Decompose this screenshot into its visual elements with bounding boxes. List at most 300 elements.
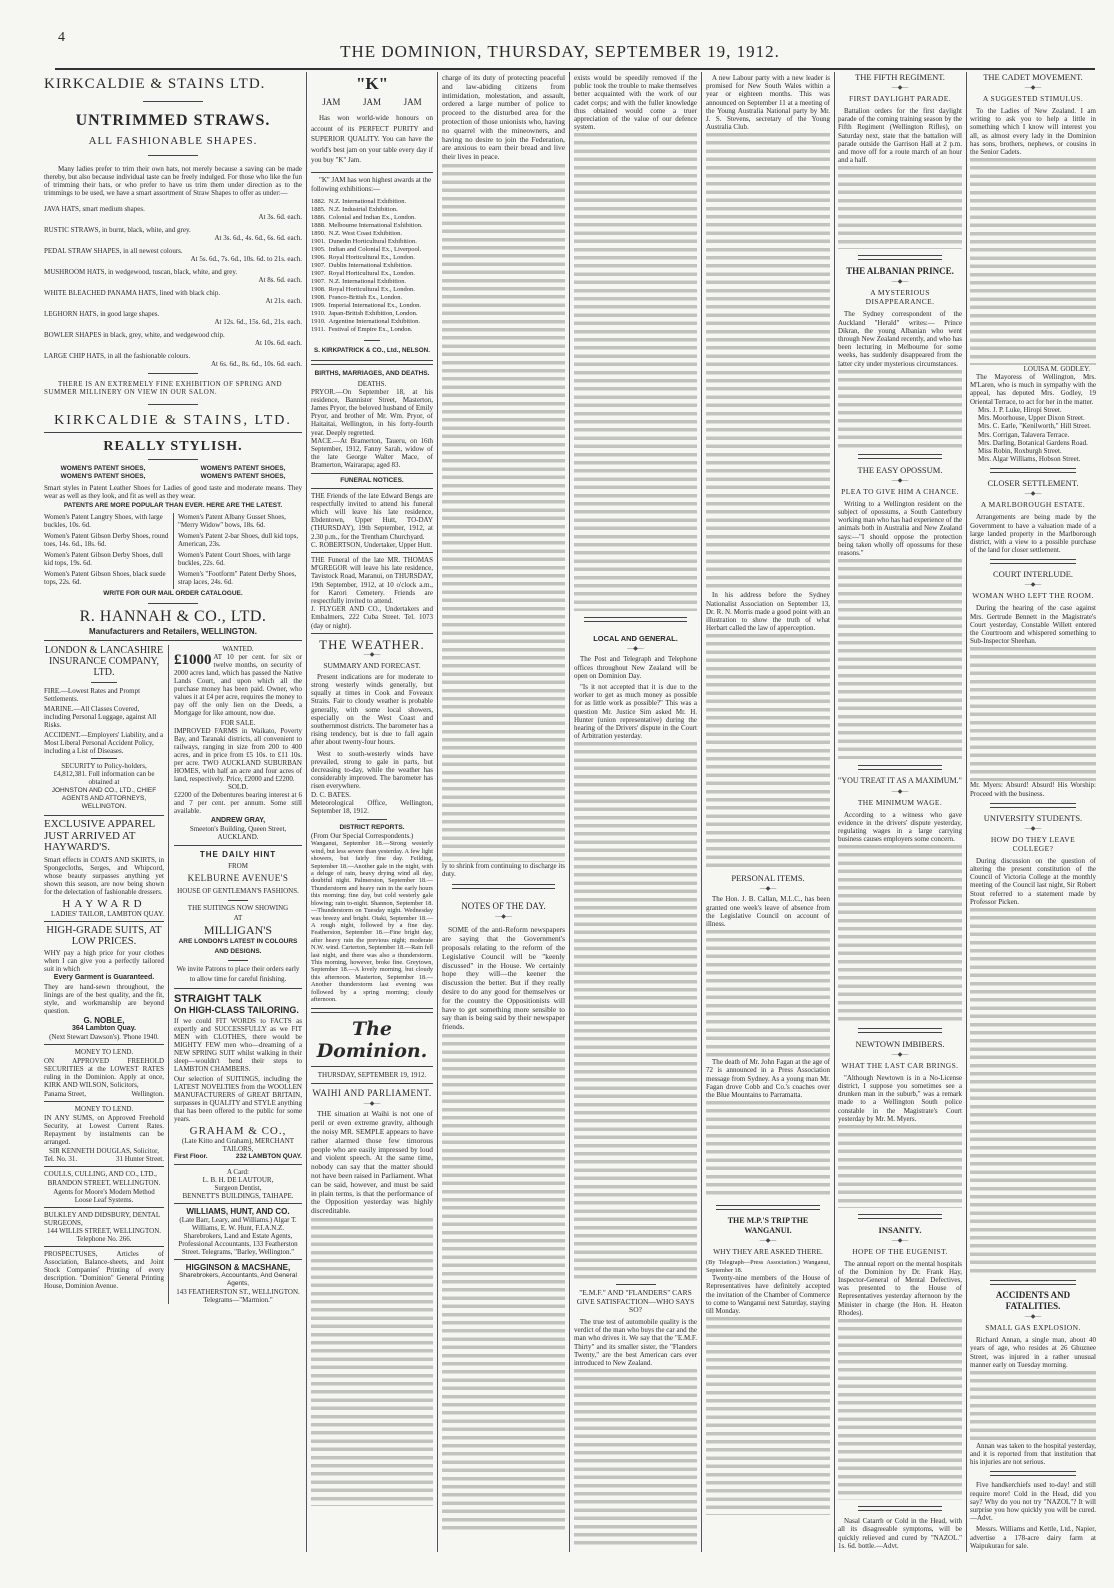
money1-street: Panama Street, — [44, 1089, 86, 1098]
trip-title: THE M.P.'S TRIP THE WANGANUI. — [727, 1216, 809, 1235]
ornament-divider: —◆— — [627, 646, 644, 653]
weather-office: Meteorological Office, Wellington, September 18, 1912. — [311, 798, 433, 816]
section-rule — [858, 255, 942, 260]
williams-body: (Late Barr, Leary, and Williams.) Algar T. Williams, E. W. Hunt, F.I.A.N.Z. Sharebrokers, Land and Estate Agents, Professional Accountants, 133 Featherston Street. Telegrams, "Barley, Wellington." — [178, 1216, 298, 1256]
award-row — [311, 206, 433, 214]
accidents-end: Annan was taken to the hospital yesterday, and it is reported from that institution that his injuries are not serious. — [970, 1441, 1096, 1467]
item-name: PEDAL STRAW SHAPES, in all newest colours. — [44, 247, 183, 255]
shoes-list-right — [174, 513, 302, 589]
shoe-item: Women's Patent Gibson Derby Shoes, round toes, 14s. 6d., 18s. 6d. — [44, 532, 169, 548]
wanted-body: AT 10 per cent. for six or twelve months, on security of 2000 acres land, which has passed the Native Lands Court, and upon which all the purchase money has been paid. Owner, who values it at £4 per acre, requires the money to pay off the only lien on the Deeds, a Mortgage for like amount, now due. — [174, 653, 302, 717]
k-jam-maker: S. KIRKPATRICK & CO., Ltd., NELSON. — [314, 346, 430, 354]
accidents-sub: SMALL GAS EXPLOSION. — [985, 1323, 1081, 1333]
shoes-headline: PATENTS ARE MORE POPULAR THAN EVER. HERE ARE THE LATEST. — [63, 502, 283, 509]
award-year: 1909. — [311, 301, 326, 309]
item-price: At 21s. each. — [265, 297, 302, 305]
article-text-lines — [706, 632, 830, 867]
award-row — [311, 238, 433, 246]
column-h — [970, 72, 1096, 1550]
insurance-fire: FIRE.—Lowest Rates and Prompt Settlements. — [44, 687, 141, 703]
noble-address: 364 Lambton Quay. — [71, 1024, 137, 1032]
local-item: "Is it not accepted that it is due to the worker to get as much money as possible for as little work as possible?" This was a question Mr. Justice Sim asked Mr. H. Hunter (union representative) during the hearing of the Drivers' dispute in the Court of Arbitration yesterday. — [574, 683, 697, 741]
column-divider — [701, 72, 702, 1552]
suits-body-2: They are hand-sewn throughout, the linings are of the best quality, and the fit, style, and workmanship are beyond question. — [44, 982, 164, 1015]
money2-tel: Tel. No. 31. — [44, 1154, 78, 1163]
article-text-lines — [838, 557, 962, 759]
local-item: The Post and Telegraph and Telephone offices throughout New Zealand will be open on Dominion Day. — [574, 655, 697, 680]
ad-intro: Smart styles in Patent Leather Shoes for Ladies of good taste and moderate means. They wear as well as they look, and fit as well as they wear. — [44, 484, 302, 500]
award-year: 1905. — [311, 245, 326, 253]
cadet-sub: A SUGGESTED STIMULUS. — [982, 94, 1084, 103]
award-year: 1910. — [311, 309, 326, 317]
section-rule — [858, 1028, 942, 1033]
ornament-divider: —◆— — [891, 279, 909, 286]
straight-talk-sub: On HIGH-CLASS TAILORING. — [174, 1005, 299, 1015]
personal-item: The death of Mr. John Fagan at the age of 72 is announced in a Press Association message from Sydney. As a young man Mr. Fagan drove Cobb and Co.'s coaches over the Blue Mountains to Parramatta. — [706, 1058, 830, 1100]
insanity-title: INSANITY. — [878, 1224, 922, 1235]
shoe-item: Women's Patent 2-bar Shoes, dull kid tops, American, 23s. — [178, 532, 299, 548]
award-name: Franco-British Ex., London. — [328, 293, 403, 301]
ornament-divider: —◆— — [759, 1238, 777, 1245]
award-name: Imperial International Ex., London. — [328, 301, 422, 309]
weather-heading: THE WEATHER. — [319, 636, 425, 652]
column-d — [442, 74, 565, 1552]
column-divider — [834, 72, 835, 1552]
daily-hint-milligan: MILLIGAN'S — [203, 923, 273, 937]
article-text-lines — [838, 164, 962, 249]
fifth-regiment-sub: FIRST DAYLIGHT PARADE. — [849, 94, 951, 103]
funeral-undertaker: C. ROBERTSON, Undertaker, Upper Hutt. — [311, 540, 433, 549]
ornament-divider: —◆— — [1024, 825, 1042, 832]
wanted-amount: £1000 — [174, 652, 212, 668]
opossum-title: THE EASY OPOSSUM. — [857, 464, 943, 475]
award-row — [311, 326, 433, 334]
award-name: N.Z. International Exhibition. — [328, 197, 407, 205]
district-reports-body: Wanganui, September 18.—Strong westerly wind, but less severe than yesterday. A few light showers, but fairly fine day. Feilding, September 18.—Another gale in the night, with a deluge of rain, heavy drying wind all day, doubtful night. Palmerston, September 18.—Thunderstorm and heavy rain in the early hours this morning; fine day, but cold westerly gale blowing; rain to-night. Shannon, September 18.—Thunderstorm on Tuesday night. Wednesday was breezy and bright. Otaki, September 18.—A rough night, followed by a fine day. Featherston, September 18.—Fine bright day, after heavy rain the previous night; moderate N.W. wind. Carterton, September 18.—Rain fell last night, and there was also a thunderstorm. This morning, however, broke fine. Greytown, September 18.—A lovely morning, but cloudy this afternoon. Masterton, September 18.—Another thunderstorm last evening was followed by a spring morning; cloudy afternoon. — [311, 840, 433, 1003]
hannah-tagline: Manufacturers and Retailers, WELLINGTON. — [89, 627, 257, 636]
hayward-name: HAYWARD — [62, 897, 146, 910]
suits-title: HIGH-GRADE SUITS, AT LOW PRICES. — [46, 924, 162, 947]
award-row — [311, 302, 433, 310]
trip-byline: (By Telegraph—Press Association.) Wanganui, September 18. — [706, 1259, 830, 1274]
kirkcaldie-shoes-ad — [44, 413, 302, 636]
section-rule — [990, 468, 1076, 473]
ad-firm-name: KIRKCALDIE & STAINS LTD. — [44, 76, 266, 92]
item-name: MUSHROOM HATS, in wedgewood, tuscan, black, white, and grey. — [44, 268, 238, 276]
ad-rule — [148, 603, 198, 604]
court-body: During the hearing of the case against Mrs. Gertrude Bennett in the Magistrate's Court yesterday, Constable Willett entered the Courtroom and whispered something to Sub-Inspector Sheehan. — [970, 604, 1096, 646]
prospectuses-ad: PROSPECTUSES, Articles of Association, Balance-sheets, and Joint Stock Companies' Printing of every description. "Dominion" General Printing House, Dominion Avenue. — [44, 1249, 164, 1290]
graham-sub: (Late Kitto and Graham), MERCHANT TAILORS, — [181, 1137, 295, 1153]
noble-name: G. NOBLE, — [83, 1015, 125, 1025]
deaths-heading: DEATHS. — [357, 379, 387, 388]
insanity-body: The annual report on the mental hospitals of the Dominion by Dr. Frank Hay, Inspector-General of Mental Defectives, was presented to the House of Representatives yesterday afternoon by the Minister in charge (the Hon. H. Heaton Rhodes). — [838, 1259, 962, 1317]
insurance-title: LONDON & LANCASHIRE INSURANCE COMPANY, LTD. — [44, 645, 164, 678]
graham-floor: First Floor. — [174, 1153, 208, 1160]
money1-title: MONEY TO LEND. — [74, 1047, 134, 1056]
shoe-item: Women's Patent Gibson Derby Shoes, dull kid tops, 19s. 6d. — [44, 551, 163, 567]
lady-list-item: Mrs. J. P. Luke, Hiropi Street. — [978, 405, 1062, 414]
jam-word: JAM — [403, 97, 422, 107]
article-text-lines — [970, 1369, 1096, 1442]
item-price: At 8s. 6d. each. — [258, 276, 302, 284]
notes-text-lines — [442, 1032, 565, 1532]
maximum-title: "YOU TREAT IT AS A MAXIMUM." — [838, 776, 962, 786]
award-name: Royal Horticultural Ex., London. — [328, 269, 415, 277]
section-rule — [858, 454, 942, 459]
maximum-sub: THE MINIMUM WAGE. — [857, 797, 943, 807]
ornament-divider: —◆— — [891, 85, 909, 91]
card-label: A Card: — [227, 1168, 249, 1176]
money2-name: SIR KENNETH DOUGLAS, Solicitor, — [49, 1146, 159, 1155]
award-name: N.Z. West Coast Exhibition. — [328, 229, 403, 237]
award-name: Dublin International Exhibition. — [328, 261, 413, 269]
shoe-item: Women's Patent Albany Gusset Shoes, "Merry Widow" bows, 18s. 6d. — [178, 513, 286, 529]
ornament-divider: —◆— — [1024, 582, 1042, 589]
lady-list-item: Mrs. Algar Williams, Hobson Street. — [978, 455, 1081, 464]
albanian-body: The Sydney correspondent of the Auckland "Herald" writes:— Prince Dikran, the young Albanian who went through New Zealand recently, and who has been lecturing in Melbourne for some weeks, has suddenly disappeared from the latter city under mysterious circumstances. — [838, 310, 962, 368]
award-year: 1882. — [311, 197, 326, 205]
lautour-address: BENNETT'S BUILDINGS, TAIHAPE. — [182, 1192, 294, 1200]
district-reports-sub: (From Our Special Correspondents.) — [311, 832, 414, 841]
weather-forecast: Present indications are for moderate to strong westerly winds generally, but squally at times in Cook and Foveaux Straits. Fair to cloudy weather is probable generally, with some local showers, especially on the West Coast and southernmost districts. The barometer has a rising tendency, but is due to fall again after about twenty-four hours. — [311, 672, 433, 747]
cars-body: The true test of automobile quality is the verdict of the man who buys the car and the man who drives it. We say that the "E.M.F. Thirty" and its smaller sister, the "Flanders Twenty," are the best American cars ever introduced to New Zealand. — [574, 1317, 697, 1367]
straw-item — [44, 289, 302, 305]
item-name: LEGHORN HATS, in good large shapes. — [44, 310, 160, 318]
straw-item — [44, 352, 302, 368]
dominion-nameplate: The Dominion. — [316, 1018, 428, 1063]
straight-talk-title: STRAIGHT TALK — [174, 993, 262, 1005]
award-name: Indian and Colonial Ex., Liverpool. — [328, 245, 422, 253]
award-year: 1908. — [311, 293, 326, 301]
money2-body: IN ANY SUMS, on Approved Freehold Security, at Lowest Current Rates. Repayment by instalments can be arranged. — [44, 1113, 164, 1146]
item-name: JAVA HATS, smart medium shapes. — [44, 205, 145, 213]
sold-body: £2200 of the Debentures bearing interest at 6 and 7 per cent. per annum. Some still available. — [174, 791, 302, 815]
ad-footer: THERE IS AN EXTREMELY FINE EXHIBITION OF SPRING AND SUMMER MILLINERY ON VIEW IN OUR SALON. — [44, 380, 283, 396]
daily-hint-invite: We invite Patrons to place their orders early to allow time for careful finishing. — [176, 965, 300, 983]
cadet-body: To the Ladies of New Zealand. I am writing to ask you to help a little in something which I know will interest you all, as almost every lady in the Dominion has sons, brothers, nephews, or cousins in the Senior Cadets. — [970, 107, 1096, 157]
item-name: RUSTIC STRAWS, in burnt, black, white, and grey. — [44, 226, 191, 234]
personal-item: The Hon. J. B. Callan, M.L.C., has been granted one week's leave of absence from the Legislative Council on account of illness. — [706, 895, 830, 929]
funeral-notice: THE Friends of the late Edward Bengs are respectfully invited to attend his funeral which will leave his late residence, Ebdentown, Upper Hutt, TO-DAY (THURSDAY), 19th September, 1912, at 2.30 p.m., for the Trentham Churchyard. — [311, 491, 433, 541]
page-number: 4 — [58, 30, 65, 45]
closer-title: CLOSER SETTLEMENT. — [987, 478, 1079, 489]
award-row — [311, 310, 433, 318]
award-year: 1907. — [311, 261, 326, 269]
section-rule — [311, 1008, 433, 1013]
section-rule — [452, 884, 555, 889]
column-e — [574, 74, 697, 1552]
accidents-title: ACCIDENTS AND FATALITIES. — [995, 1290, 1071, 1311]
daily-hint-title: THE DAILY HINT — [199, 850, 277, 859]
sold-title: SOLD. — [227, 783, 249, 791]
higginson-address: 143 FEATHERSTON ST., WELLINGTON. — [176, 1288, 300, 1296]
university-title: UNIVERSITY STUDENTS. — [983, 812, 1083, 823]
shoe-item: Women's Patent Gibson Shoes, black suede tops, 22s. 6d. — [44, 570, 166, 586]
court-sub: WOMAN WHO LEFT THE ROOM. — [972, 591, 1094, 601]
money1-city: Wellington. — [131, 1089, 164, 1098]
fifth-regiment-title: THE FIFTH REGIMENT. — [855, 72, 945, 82]
k-jam-ad — [311, 74, 433, 355]
award-year: 1907. — [311, 277, 326, 285]
gray-address: Smeeton's Building, Queen Street, AUCKLAND. — [189, 825, 287, 841]
lady-list-item: Miss Robin, Roxburgh Street. — [978, 446, 1062, 455]
daily-hint-from: FROM — [228, 862, 248, 870]
award-row — [311, 262, 433, 270]
award-name: Royal Horticultural Ex., London. — [328, 285, 415, 293]
albanian-title: THE ALBANIAN PRINCE. — [846, 265, 954, 276]
item-price: At 5s. 6d., 7s. 6d., 10s. 6d. to 21s. each. — [190, 255, 302, 263]
article-text-lines — [706, 131, 830, 591]
insurance-agents: JOHNSTON AND CO., LTD., CHIEF AGENTS AND ATTORNEYS, WELLINGTON. — [51, 787, 157, 810]
award-name: Japan-British Exhibition, London. — [328, 309, 418, 317]
award-row — [311, 214, 433, 222]
left-advertising-area — [44, 76, 302, 1304]
higginson-name: HIGGINSON & MACSHANE, — [185, 1263, 291, 1272]
straw-item — [44, 310, 302, 326]
masthead-rule — [55, 68, 1095, 70]
funeral-notice: THE Funeral of the late MR. THOMAS M'GREGOR will leave his late residence, Tavistock Road, Maranui, on THURSDAY, 19th September, 1912, at 10 o'clock a.m., for Karori Cemetery. Friends are respectfully invited to attend. — [311, 555, 433, 605]
section-rule — [990, 1280, 1076, 1285]
university-body: During discussion on the question of altering the present constitution of the Council of Victoria College at the monthly meeting of the Council last night, Sir Robert Stout referred to a statement made by Professor Picken. — [970, 856, 1096, 906]
bulkley-tel: Telephone No. 266. — [76, 1234, 132, 1243]
trip-body: Twenty-nine members of the House of Representatives have definitely accepted the invitation of the Chamber of Commerce to come to Wanganui next Saturday, staying till Monday. — [706, 1274, 830, 1316]
award-row — [311, 286, 433, 294]
article-text-lines — [838, 1317, 962, 1500]
trip-subtitle: WHY THEY ARE ASKED THERE. — [713, 1247, 823, 1257]
section-rule — [858, 765, 942, 770]
item-price: At 6s. 6d., 8s. 6d., 10s. 6d. each. — [211, 360, 302, 368]
kirkcaldie-straws-ad — [44, 76, 302, 396]
award-row — [311, 222, 433, 230]
item-price: At 3s. 6d. each. — [258, 213, 302, 221]
ornament-divider: —◆— — [759, 886, 777, 893]
item-price: At 12s. 6d., 15s. 6d., 21s. each. — [214, 318, 302, 326]
straight-talk-body-2: Our selection of SUITINGS, including the LATEST NOVELTIES from the WOOLLEN MANUFACTURERS of GREAT BRITAIN, surpasses in QUALITY and STYLE anything that has been offered to the public for some years. — [174, 1075, 302, 1123]
university-sub: HOW DO THEY LEAVE COLLEGE? — [990, 834, 1076, 853]
closer-sub: A MARLBOROUGH ESTATE. — [980, 500, 1086, 510]
award-year: 1910. — [311, 317, 326, 325]
maximum-body: According to a witness who gave evidence in the drivers' dispute yesterday, regulating wages in a large carrying business causes employers some concern. — [838, 810, 962, 844]
editorial-text-lines — [442, 162, 565, 862]
notes-of-day-body: SOME of the anti-Reform newspapers are saying that the Government's proposals relating to the reform of the Legislative Council will be "keenly discussed" in the House. We certainly hope they will—the keener the discussion the better. But if they really desire to do any good for themselves or for the country the Oppositionists will have to get something more sensible to say than is being said by their newspaper friends. — [442, 925, 565, 1032]
section-rule — [990, 803, 1076, 808]
ad-title: REALLY STYLISH. — [103, 439, 243, 454]
ad-firm-name: KIRKCALDIE & STAINS, LTD. — [54, 413, 292, 428]
award-year: 1906. — [311, 253, 326, 261]
award-year: 1890. — [311, 229, 326, 237]
apparel-title: EXCLUSIVE APPAREL JUST ARRIVED AT HAYWARD'S. — [44, 818, 155, 853]
insurance-marine: MARINE.—All Classes Covered, including Personal Luggage, against All Risks. — [44, 705, 157, 729]
coulls-address: BRANDON STREET, WELLINGTON. — [47, 1178, 161, 1187]
money2-addr: 31 Hunter Street. — [115, 1154, 164, 1163]
hayward-address: LADIES' TAILOR, LAMBTON QUAY. — [50, 909, 164, 918]
award-row — [311, 318, 433, 326]
award-name: Festival of Empire Ex., London. — [328, 325, 413, 333]
award-year: 1911. — [311, 325, 326, 333]
item-name: LARGE CHIP HATS, in all the fashionable colours. — [44, 352, 191, 360]
article-text-lines — [838, 843, 962, 1021]
left-ads-column — [44, 645, 169, 1304]
death-notice: MACE.—At Bramerton, Taueru, on 16th September, 1912, Fanny Sarah, widow of the late George Walter Mace, of Bramerton, Wairarapa; aged 83. — [311, 436, 433, 470]
ornament-divider: —◆— — [1024, 1314, 1042, 1321]
for-sale-title: FOR SALE. — [220, 719, 256, 727]
item-price: At 3s. 6d., 4s. 6d., 6s. 6d. each. — [214, 234, 302, 242]
lady-list-item: Mrs. Darling, Botanical Gardens Road. — [978, 438, 1088, 447]
award-name: Argentine International Exhibition. — [328, 317, 421, 325]
article-text-lines — [970, 906, 1096, 1275]
ornament-divider: —◆— — [363, 1101, 381, 1108]
cadet-title: THE CADET MOVEMENT. — [983, 72, 1083, 82]
straw-item — [44, 268, 302, 284]
straw-item — [44, 226, 302, 242]
shoes-banner-right: WOMEN'S PATENT SHOES, WOMEN'S PATENT SHOES, — [200, 465, 286, 480]
for-sale-body: IMPROVED FARMS in Waikato, Poverty Bay, and Taranaki districts, all convenient to railways, ranging in size from 200 to 400 acres, and in price from £5 10s. to £11 10s. per acre. TWO AUCKLAND SUBURBAN HOMES, with half an acre and four acres of land, respectively. Price, £2000 and £2200. — [174, 727, 302, 783]
award-name: Melbourne International Exhibition. — [328, 221, 423, 229]
award-year: 1888. — [311, 221, 326, 229]
straw-item — [44, 247, 302, 263]
bulkley-address: 144 WILLIS STREET, WELLINGTON. — [47, 1226, 161, 1235]
ad-rule — [148, 459, 198, 460]
gray-name: ANDREW GRAY, — [210, 817, 266, 824]
article-text-lines — [838, 368, 962, 448]
article-text: A new Labour party with a new leader is promised for New South Wales within a year or eighteen months. This was announced on September 11 at a meeting of the Young Australia National party by Mr. J. S. Stevens, secretary of the Young Australia Club. — [706, 74, 830, 132]
award-row — [311, 270, 433, 278]
k-jam-title: "K" — [355, 74, 389, 93]
editorial-text-continued — [311, 1216, 433, 1506]
newtown-body: "Although Newtown is in a No-License district, I suppose you sometimes see a drunken man in the suburb," was a remark made to a Wellington South police constable in the Magistrate's Court yesterday by Mr. M. Myers. — [838, 1073, 962, 1123]
editorial-continued: charge of its duty of protecting peaceful and law-abiding citizens from intimidation, molestation, and assault, ordered a large number of police to proceed to the disturbed area for the protection of those unionists who, having no quarrel with the mineowners, and having no desire to join the Federation, are anxious to earn their bread and live their lives in peace. — [442, 74, 565, 162]
local-general-title: LOCAL AND GENERAL. — [593, 634, 678, 644]
ornament-divider: —◆— — [891, 788, 909, 795]
award-row — [311, 246, 433, 254]
ornament-divider: —◆— — [1024, 85, 1042, 91]
editorial-end: ly to shrink from continuing to discharge its duty. — [442, 861, 565, 879]
newtown-sub: WHAT THE LAST CAR BRINGS. — [841, 1060, 959, 1070]
money2-title: MONEY TO LEND. — [74, 1104, 134, 1113]
insurance-accident: ACCIDENT.—Employers' Liability, and a Most Liberal Personal Accident Policy, including a List of Diseases. — [44, 731, 164, 755]
editorial — [311, 1018, 433, 1552]
local-text-lines — [574, 740, 697, 1280]
personal-items-title: PERSONAL ITEMS. — [731, 873, 805, 884]
award-row — [311, 198, 433, 206]
nazol-advert: Five handkerchiefs used to-day! and still require more! Cold in the Head, did you say? Why do you not try "NAZOL"? It will surprise you how quickly you will be cured.—Advt. — [970, 1481, 1096, 1523]
lautour-name: L. B. H. DE LAUTOUR, — [202, 1176, 274, 1184]
award-year: 1908. — [311, 285, 326, 293]
money1-body: ON APPROVED FREEHOLD SECURITIES at the LOWEST RATES ruling in the Dominion. Apply at once, KIRK AND WILSON, Solicitors, — [44, 1056, 164, 1089]
ornament-divider: —◆— — [891, 1237, 909, 1244]
jam-word: JAM — [362, 97, 381, 107]
column-g — [838, 72, 962, 1550]
closer-body: Arrangements are being made by the Government to have a valuation made of a large landed property in the Marlborough district, with a view to a possible purchase of the land for closer settlement. — [970, 513, 1096, 555]
section-rule — [990, 559, 1076, 564]
award-year: 1907. — [311, 269, 326, 277]
editorial-title: WAIHI AND PARLIAMENT. — [312, 1088, 432, 1099]
ornament-divider: —◆— — [363, 651, 381, 658]
notes-of-day-title: NOTES OF THE DAY. — [461, 901, 546, 912]
personal-text-lines — [706, 1099, 830, 1199]
daily-hint-house: HOUSE OF GENTLEMAN'S FASHIONS. — [177, 887, 299, 895]
column-f — [706, 74, 830, 1552]
section-rule — [858, 1214, 942, 1219]
insanity-sub: HOPE OF THE EUGENIST. — [852, 1246, 948, 1256]
apparel-body: Smart effects in COATS AND SKIRTS, in Spongecloths, Serges, and Whipcord, whose beauty surpasses anything yet shown this season, are now being shown for the delectation of fashionable dressers. — [44, 855, 164, 896]
ladies-list — [970, 406, 1096, 463]
daily-hint-avenue: KELBURNE AVENUE'S — [187, 873, 289, 883]
graham-address: 232 LAMBTON QUAY. — [235, 1153, 302, 1160]
straight-talk-body: If we could FIT WORDS to FACTS as expertly and SUCCESSFULLY as we FIT MEN with CLOTHES, there would be MIGHTY FEW men who—dreaming of a NEW SPRING SUIT whilst walking in their sleep—wouldn't bend their steps to LAMBTON CHAMBERS. — [174, 1017, 302, 1073]
award-year: 1901. — [311, 237, 326, 245]
section-rule — [311, 360, 433, 365]
article-text-lines — [970, 645, 1096, 781]
ad-title: UNTRIMMED STRAWS. — [75, 112, 271, 129]
article-text-lines — [970, 156, 1096, 365]
editorial-body: THE situation at Waihi is not one of peril or even extreme gravity, although the noisy MR. SEMPLE appears to have rather alarmed those few timorous people who are easily impressed by loud and violent speech. At the same time, nobody can say that the matter should not have been raised in Parliament. What can be said, however, and must be said in plain terms, is that the performance of the Opposition yesterday was highly discreditable. — [311, 1109, 433, 1216]
suits-guarantee: Every Garment is Guaranteed. — [53, 973, 155, 981]
award-row — [311, 230, 433, 238]
hannah-firm: R. HANNAH & CO., LTD. — [79, 608, 267, 625]
ornament-divider: —◆— — [495, 914, 512, 921]
item-name: BOWLER SHAPES in black, grey, white, and wedgewood chip. — [44, 331, 225, 339]
shoes-banner-left: WOMEN'S PATENT SHOES, WOMEN'S PATENT SHOES, — [60, 465, 146, 480]
notices-section — [311, 370, 433, 1004]
award-row — [311, 254, 433, 262]
cadet-after: The Mayoress of Wellington, Mrs. M'Laren, who is much in sympathy with the appeal, has deputed Mrs. Godley, 19 Oriental Terrace, to act for her in the matter. — [970, 373, 1096, 406]
award-row — [311, 278, 433, 286]
graham-name: GRAHAM & CO., — [189, 1125, 287, 1137]
award-name: N.Z. Industrial Exhibition. — [328, 205, 398, 213]
daily-hint-suitings: THE SUITINGS NOW SHOWING — [187, 904, 289, 912]
ornament-divider: —◆— — [1024, 491, 1042, 498]
newtown-title: NEWTOWN IMBIBERS. — [855, 1038, 945, 1049]
k-jam-awards-intro: "K" JAM has won highest awards at the following exhibitions:— — [311, 175, 432, 193]
insurance-security: SECURITY to Policy-holders, £4,812,381. Full information can be obtained at — [53, 762, 155, 786]
albanian-sub: A MYSTERIOUS DISAPPEARANCE. — [865, 288, 935, 307]
ad-rule — [143, 101, 203, 102]
opossum-body: Writing to a Wellington resident on the subject of opossums, a South Canterbury working man who has had experience of the animals both in Australia and New Zealand says:—"I should oppose the protection being taken wholly off opossums for these reasons." — [838, 499, 962, 557]
column-divider — [966, 72, 967, 1552]
jam-word: JAM — [322, 97, 341, 107]
award-year: 1886. — [311, 213, 326, 221]
personal-text-lines — [706, 928, 830, 1058]
coulls-name: COULLS, CULLING, AND CO., LTD., — [44, 1169, 157, 1178]
weather-summary: West to south-westerly winds have prevailed, strong to gale in parts, but decreasing to-day, while the weather has considerably improved. The barometer has risen everywhere. — [311, 749, 433, 791]
page-masthead: THE DOMINION, THURSDAY, SEPTEMBER 19, 1912. — [340, 42, 780, 61]
right-ads-column — [169, 645, 302, 1304]
award-year: 1885. — [311, 205, 326, 213]
award-row — [311, 294, 433, 302]
suits-body: WHY pay a high price for your clothes when I can give you a perfectly tailored suit in which — [44, 948, 164, 973]
ad-rule — [148, 373, 198, 374]
section-rule — [858, 1506, 942, 1511]
cadet-signature: LOUISA M. GODLEY. — [1023, 365, 1090, 374]
court-title: COURT INTERLUDE. — [992, 569, 1074, 580]
daily-hint-at: AT — [233, 914, 243, 922]
bulkley-name: BULKLEY AND DIDSBURY, DENTAL SURGEONS, — [44, 1210, 160, 1227]
funeral-undertaker: J. FLYGER AND CO., Undertakers and Embalmers, 222 Cuba Street. Tel. 1073 (day or night). — [311, 605, 433, 630]
higginson-telegrams: Telegrams—"Marmion." — [203, 1296, 273, 1304]
straw-item-list — [44, 205, 302, 368]
award-name: N.Z. International Exhibition. — [328, 277, 407, 285]
item-name: WHITE BLEACHED PANAMA HATS, lined with black chip. — [44, 289, 221, 297]
shoe-item: Women's "Footform" Patent Derby Shoes, strap laces, 24s. 6d. — [178, 570, 297, 586]
williams-name: WILLIAMS, HUNT, AND CO. — [186, 1207, 290, 1216]
court-end: Mr. Myers: Absurd! Absurd! His Worship: Proceed with the business. — [970, 781, 1096, 798]
cars-title: "E.M.F." AND "FLANDERS" CARS GIVE SATISFACTION—WHO SAYS SO? — [576, 1288, 695, 1315]
fifth-regiment-body: Battalion orders for the first daylight parade of the coming training season by the Fifth Regiment (Wellington Rifles), on Saturday next, state that the battalion will parade outside the Garrison Hall at 2 p.m. and move off for a route march of an hour and a half. — [838, 107, 962, 165]
death-notice: PRYOR.—On September 18, at his residence, Bannister Street, Masterton, James Pryor, the beloved husband of Emily Pryor, and brother of Mr. Wm. Pryor, of Haitaitai, Wellington, in his forty-fourth year. Deeply regretted. — [311, 387, 433, 437]
lautour-sub: Surgeon Dentist, — [214, 1184, 262, 1192]
